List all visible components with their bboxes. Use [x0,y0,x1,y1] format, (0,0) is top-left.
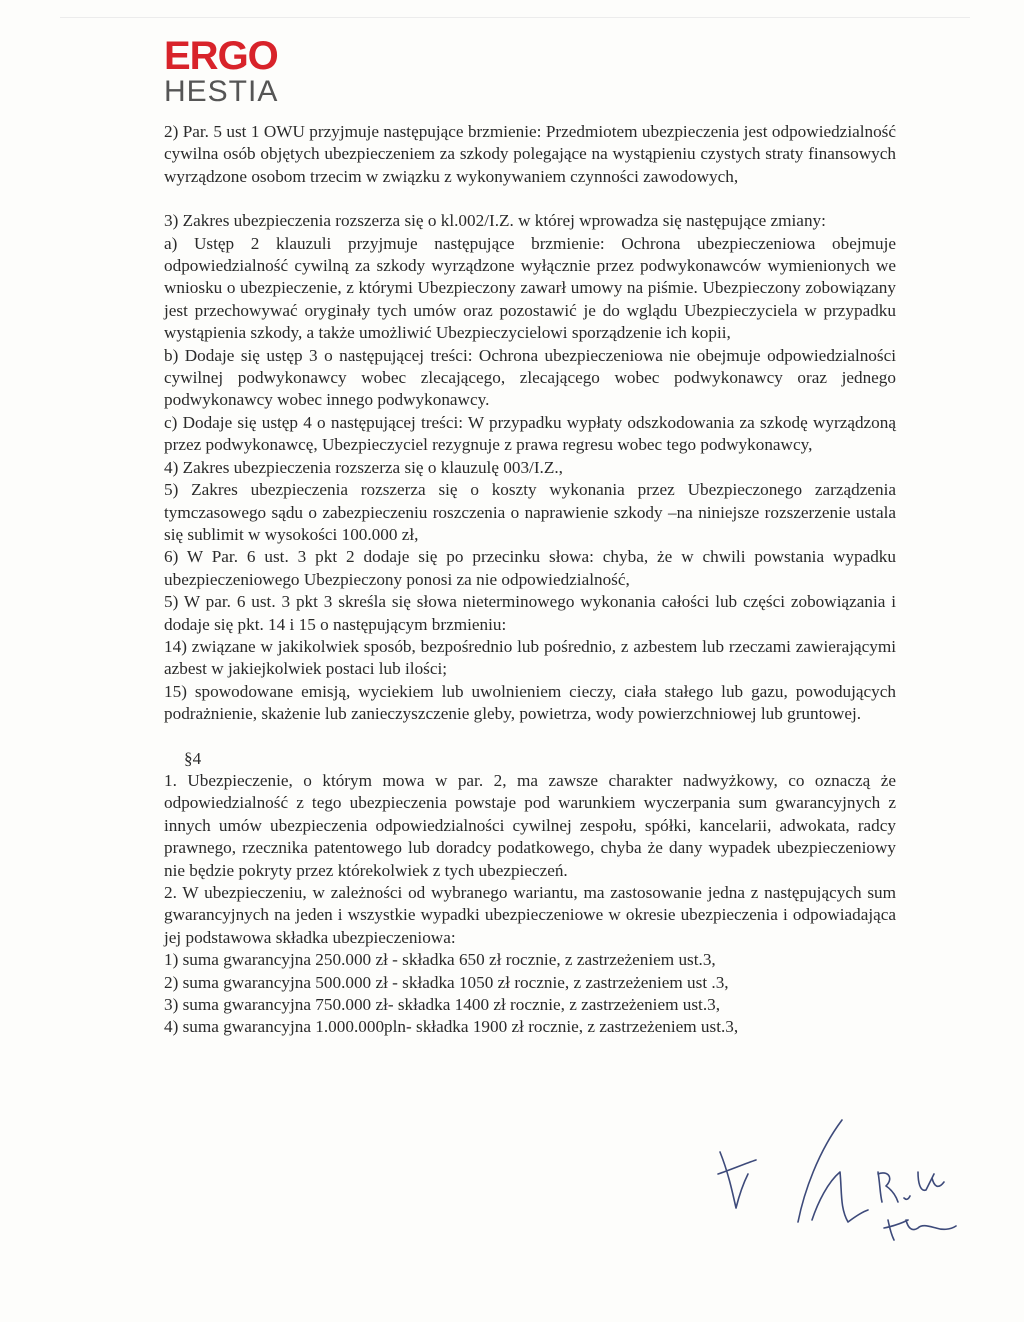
paragraph: 3) Zakres ubezpieczenia rozszerza się o kl.002/I.Z. w której wprowadza się następujące zmiany: [164,211,826,231]
paragraph: 6) W Par. 6 ust. 3 pkt 2 dodaje się po przecinku słowa: chyba, że w chwili powstania wypadku ubezpieczeniowego Ubezpieczony ponosi za nie odpowiedzialność, [164,547,896,589]
paragraph: 15) spowodowane emisją, wyciekiem lub uwolnieniem cieczy, ciała stałego lub gazu, powodujących podrażnienie, skażenie lub zanieczyszczenie gleby, powietrza, wody powierzchniowej lub gruntowej. [164,681,896,724]
paragraph: 4) Zakres ubezpieczenia rozszerza się o klauzulę 003/I.Z., [164,457,563,477]
paragraph: c) Dodaje się ustęp 4 o następującej treści: W przypadku wypłaty odszkodowania za szkodę wyrządzoną przez podwykonawcę, Ubezpieczyciel rezygnuje z prawa regresu wobec tego podwykonawcy, [164,412,896,455]
paragraph: a) Ustęp 2 klauzuli przyjmuje następujące brzmienie: Ochrona ubezpieczeniowa obejmuje odpowiedzialność cywilną za szkody wyrządzone wyłącznie przez podwykonawców wymienionych we wniosku o ubezpieczenie, z którymi Ubezpieczony zawarł umowy na piśmie. Ubezpieczony zobowiązany jest przechowywać oryginały tych umów oraz pozostawić je do wglądu Ubezpieczyciela w przypadku wystąpienia szkody, a także umożliwić Ubezpieczycielowi sporządzenie ich kopii, [164,233,896,343]
ergo-hestia-logo [164,36,278,107]
handwritten-signature [700,1112,960,1242]
scan-edge-line [60,17,970,18]
paragraph: 2. W ubezpieczeniu, w zależności od wybranego wariantu, ma zastosowanie jedna z następujących sum gwarancyjnych na jeden i wszystkie wypadki ubezpieczeniowe w okresie ubezpieczenia i odpowiadająca jej podstawowa składka ubezpieczeniowa: [164,883,896,947]
list-item: 3) suma gwarancyjna 750.000 zł- składka 1400 zł rocznie, z zastrzeżeniem ust.3, [164,995,721,1015]
list-item: 4) suma gwarancyjna 1.000.000pln- składka 1900 zł rocznie, z zastrzeżeniem ust.3, [164,1017,739,1037]
logo-hestia-text: HESTIA [164,75,279,108]
paragraph: 5) Zakres ubezpieczenia rozszerza się o koszty wykonania przez Ubezpieczonego zarządzenia tymczasowego sądu o zabezpieczeniu roszczenia o naprawienie szkody –na niniejsze rozszerzenie ustala się sublimit w wysokości 100.000 zł, [164,480,896,544]
section-heading: §4 [184,748,202,768]
paragraph: 5) W par. 6 ust. 3 pkt 3 skreśla się słowa nieterminowego wykonania całości lub części zobowiązania i dodaje się pkt. 14 i 15 o następującym brzmieniu: [164,592,896,634]
paragraph: b) Dodaje się ustęp 3 o następującej treści: Ochrona ubezpieczeniowa nie obejmuje odpowiedzialności cywilnej podwykonawcy wobec zlecającego, zlecającego wobec podwykonawcy oraz jednego podwykonawcy wobec innego podwykonawcy. [164,345,896,410]
document-body [164,121,896,1039]
logo-ergo-text: ERGO [164,34,278,78]
list-item: 1) suma gwarancyjna 250.000 zł - składka 650 zł rocznie, z zastrzeżeniem ust.3, [164,950,716,970]
list-item: 2) suma gwarancyjna 500.000 zł - składka 1050 zł rocznie, z zastrzeżeniem ust .3, [164,972,729,992]
paragraph: 2) Par. 5 ust 1 OWU przyjmuje następujące brzmienie: Przedmiotem ubezpieczenia jest odpowiedzialność cywilna osób objętych ubezpieczeniem za szkody polegające na wystąpieniu czystych straty finansowych wyrządzone osobom trzecim w związku z wykonywaniem czynności zawodowych, [164,122,896,186]
paragraph: 1. Ubezpieczenie, o którym mowa w par. 2, ma zawsze charakter nadwyżkowy, co oznaczą że odpowiedzialność z tego ubezpieczenia powstaje pod warunkiem wyczerpania sum gwarancyjnych z innych umów ubezpieczenia odpowiedzialności cywilnej zespołu, spółki, kancelarii, adwokata, radcy prawnego, rzecznika patentowego lub doradcy podatkowego, chyba że dany wypadek ubezpieczeniowy nie będzie pokryty przez którekolwiek z tych ubezpieczeń. [164,770,896,880]
paragraph: 14) związane w jakikolwiek sposób, bezpośrednio lub pośrednio, z azbestem lub rzeczami zawierającymi azbest w jakiejkolwiek postaci lub ilości; [164,636,896,679]
